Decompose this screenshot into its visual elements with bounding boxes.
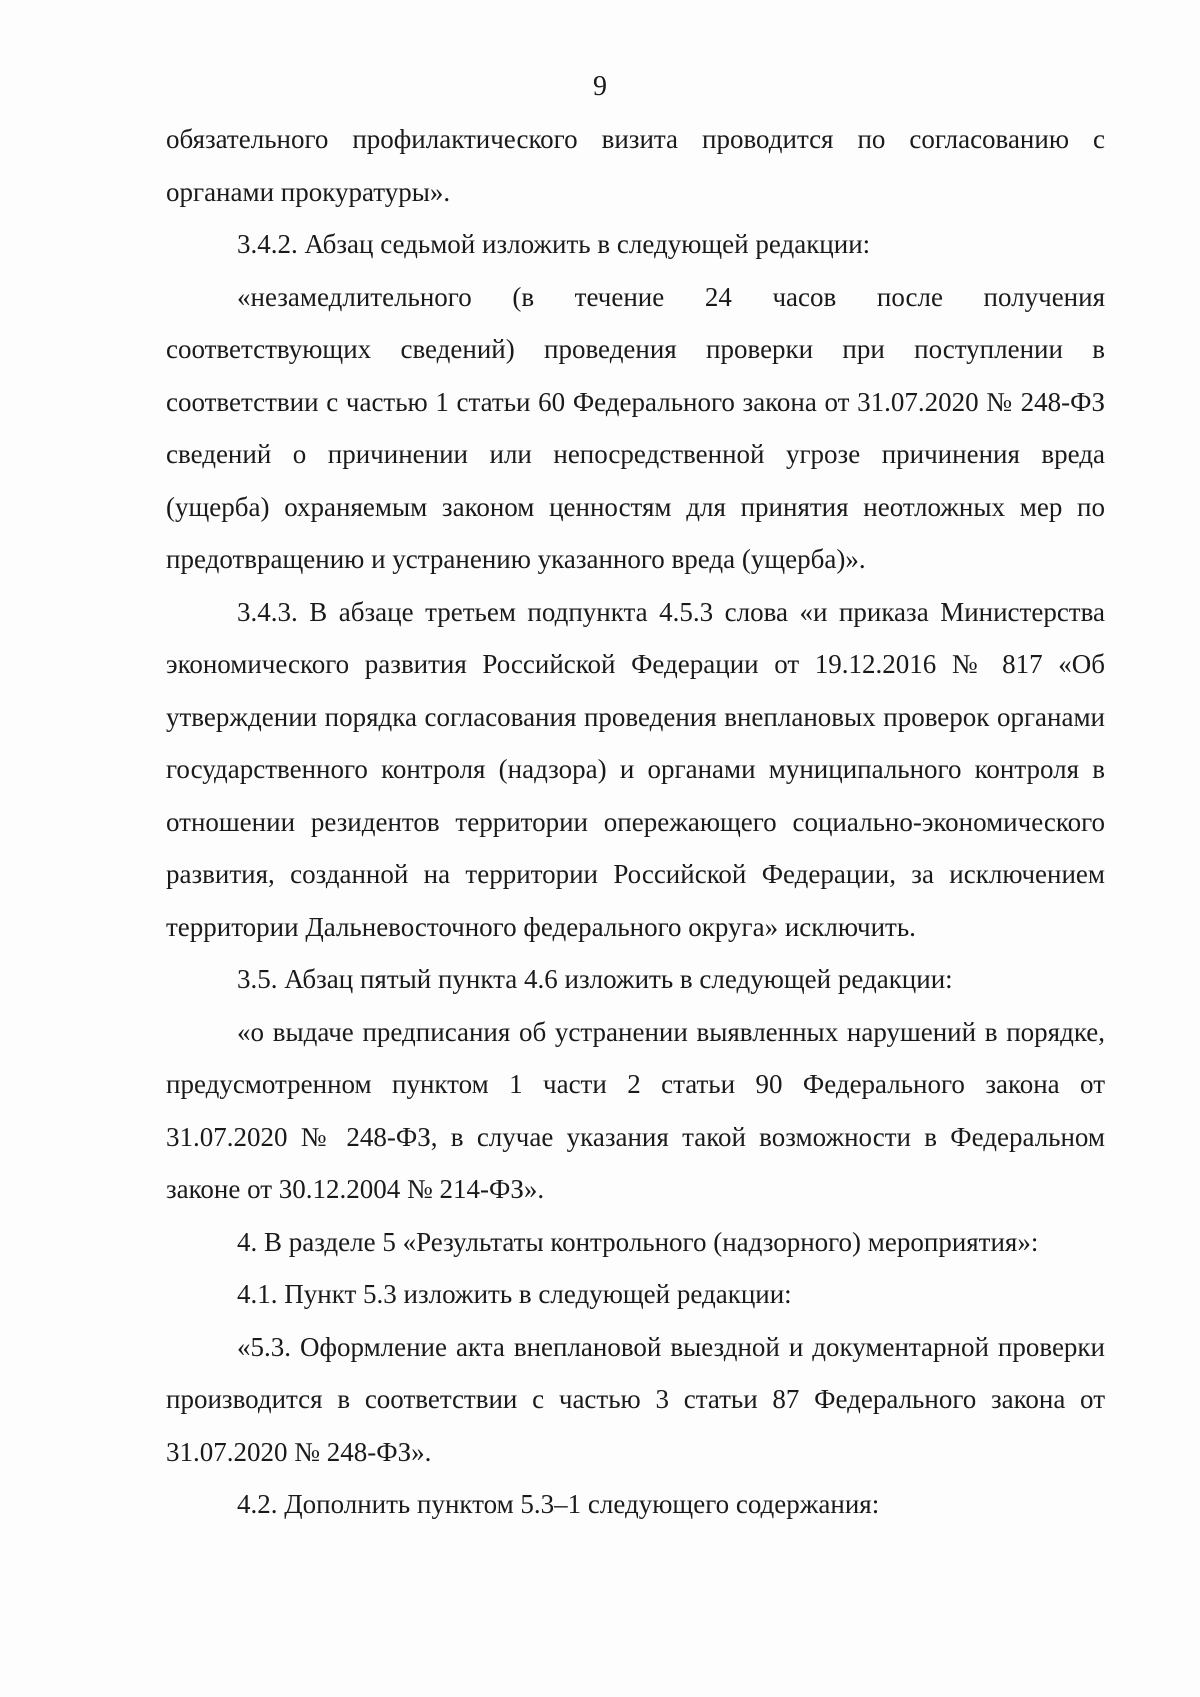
paragraph-quote-unscheduled-inspection: «незамедлительного (в течение 24 часов после получения соответствующих сведений) проведения проверки при поступлении в соответствии с частью 1 статьи 60 Федерального закона от 31.07.2020 № 248-ФЗ сведений о причинении или непосредственной угрозе причинения вреда (ущерба) охраняемым законом ценностям для принятия неотложных мер по предотвращению и устранению указанного вреда (ущерба)». xyxy=(166,281,1105,574)
paragraph-3-4-2: 3.4.2. Абзац седьмой изложить в следующей редакции: xyxy=(237,229,871,259)
paragraph-quote-5-3: «5.3. Оформление акта внеплановой выездной и документарной проверки производится в соответствии с частью 3 статьи 87 Федерального закона от 31.07.2020 № 248-ФЗ». xyxy=(166,1331,1105,1467)
paragraph-quote-prescription: «о выдаче предписания об устранении выявленных нарушений в порядке, предусмотренном пунктом 1 части 2 статьи 90 Федерального закона от 31.07.2020 № 248-ФЗ, в случае указания такой возможности в Федеральном законе от 30.12.2004 № 214-ФЗ». xyxy=(166,1016,1105,1204)
document-body xyxy=(166,113,1105,1531)
page-number: 9 xyxy=(593,71,607,102)
paragraph-continuation: обязательного профилактического визита проводится по согласованию с органами прокуратуры». xyxy=(166,124,1105,207)
paragraph-4-2: 4.2. Дополнить пунктом 5.3–1 следующего содержания: xyxy=(237,1489,880,1519)
paragraph-section-4: 4. В разделе 5 «Результаты контрольного (надзорного) мероприятия»: xyxy=(237,1226,1039,1257)
paragraph-3-4-3: 3.4.3. В абзаце третьем подпункта 4.5.3 слова «и приказа Министерства экономического развития Российской Федерации от 19.12.2016 № 817 «Об утверждении порядка согласования проведения внеплановых проверок органами государственного контроля (надзора) и органами муниципального контроля в отношении резидентов территории опережающего социально-экономического развития, созданной на территории Российской Федерации, за исключением территории Дальневосточного федерального округа» исключить. xyxy=(166,596,1105,942)
paragraph-4-1: 4.1. Пункт 5.3 изложить в следующей редакции: xyxy=(237,1279,792,1309)
paragraph-3-5: 3.5. Абзац пятый пункта 4.6 изложить в следующей редакции: xyxy=(237,964,953,994)
